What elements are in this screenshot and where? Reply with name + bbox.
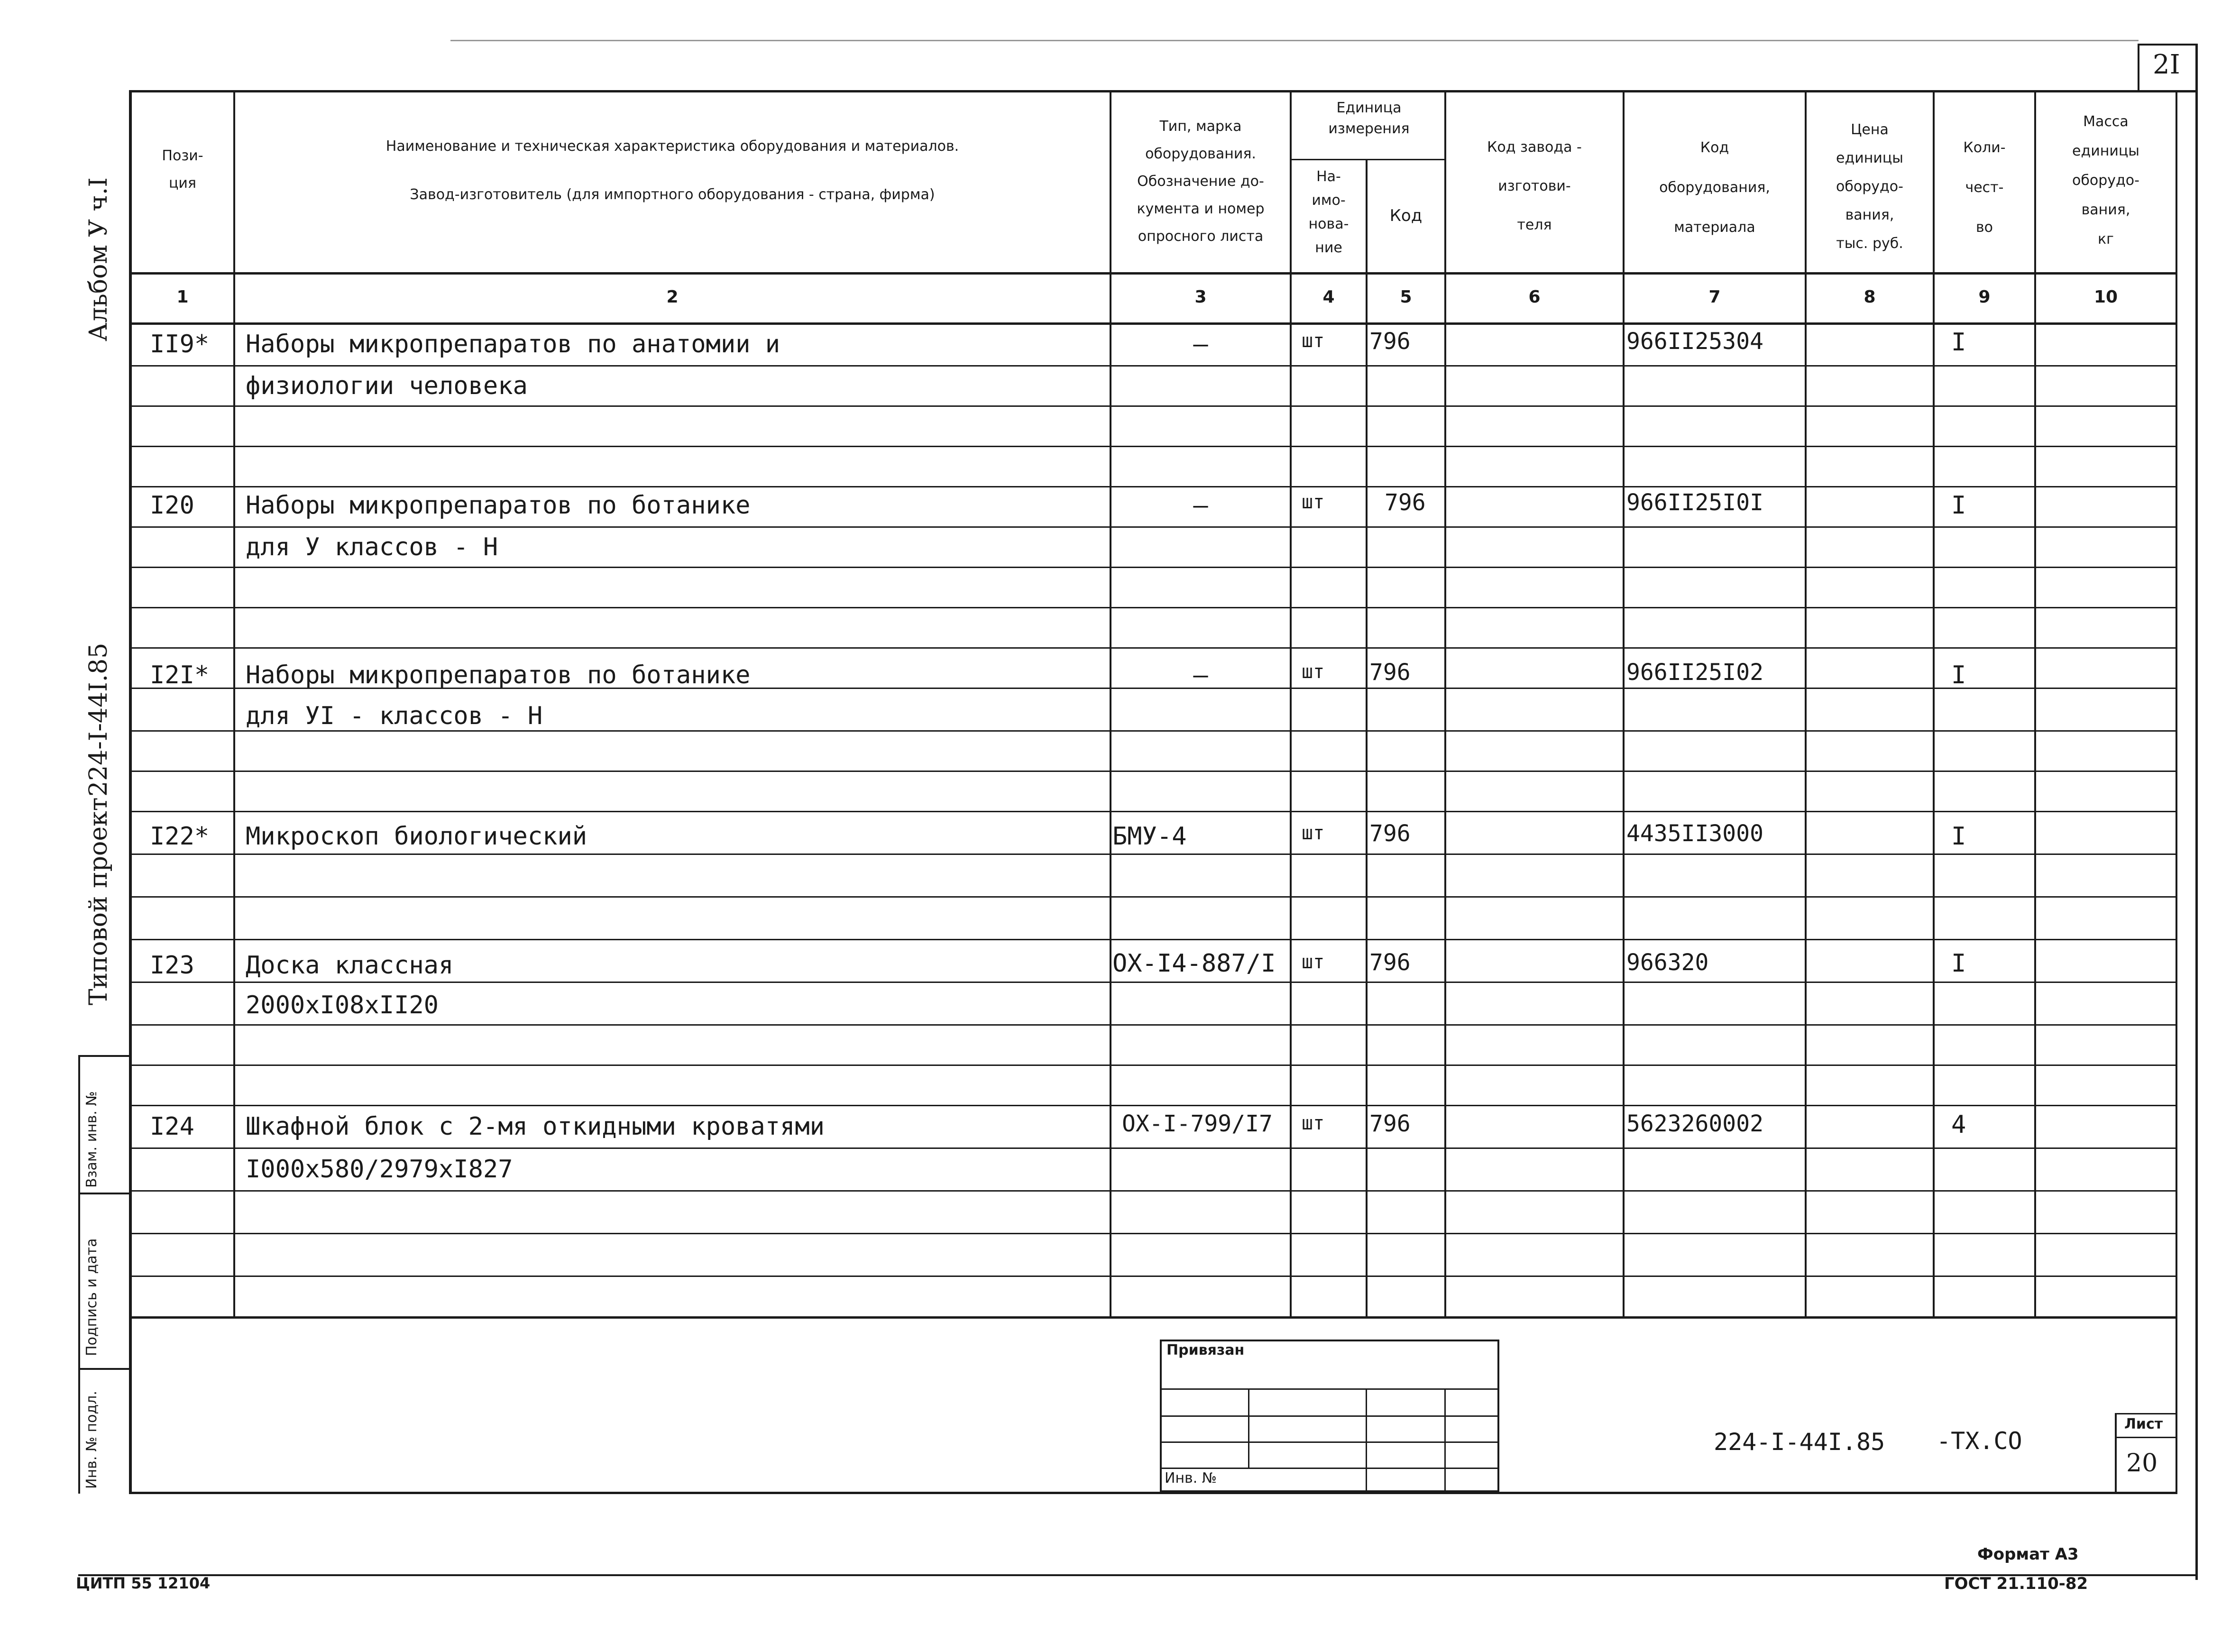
row-position: I2I*	[150, 661, 210, 689]
row-line	[129, 1065, 2177, 1066]
hdr-price: Цена единицы оборудо- вания, тыс. руб.	[1836, 121, 1903, 252]
row-position: I22*	[150, 822, 210, 851]
row-line	[129, 982, 2177, 983]
frame-top	[129, 90, 2197, 92]
hdr-equipment-code: Код оборудования, материала	[1659, 139, 1770, 236]
row-name: Наборы микропрепаратов по анатомии и	[246, 330, 780, 358]
inv-no-podl-label: Инв. № подл.	[83, 1391, 100, 1489]
row-name: Доска классная	[246, 951, 454, 980]
sheet-label: Лист	[2124, 1416, 2163, 1432]
gost-label: ГОСТ 21.110-82	[1944, 1574, 2088, 1593]
sheet-number: 20	[2126, 1449, 2158, 1478]
project-code-label: 224-I-44I.85	[84, 642, 113, 797]
row-equipment-code: 966II25I02	[1626, 659, 1763, 686]
row-quantity: I	[1951, 661, 1966, 689]
hdr-mass: Масса единицы оборудо- вания, кг	[2072, 113, 2139, 248]
col-num-6: 6	[1528, 287, 1541, 307]
stamp-line	[1160, 1415, 1499, 1417]
row-position: I23	[150, 951, 194, 980]
row-line	[129, 854, 2177, 855]
row-line	[129, 1147, 2177, 1149]
stamp-vline	[1444, 1388, 1446, 1492]
header-bottom	[129, 272, 2177, 275]
col-num-1: 1	[176, 287, 189, 307]
row-code: 796	[1369, 659, 1411, 686]
row-position: I24	[150, 1112, 194, 1141]
row-line	[129, 730, 2177, 732]
col-num-2: 2	[666, 287, 679, 307]
row-name: I000х580/2979хI827	[246, 1155, 513, 1184]
row-equipment-code: 5623260002	[1626, 1111, 1763, 1137]
side-strip-div2	[78, 1368, 130, 1370]
corner-box-top	[2138, 44, 2197, 46]
row-unit: шт	[1302, 951, 1325, 973]
stamp-vline	[1366, 1388, 1367, 1492]
row-line	[129, 939, 2177, 940]
stamp-line	[1160, 1441, 1499, 1443]
doc-suffix: -ТХ.СО	[1937, 1427, 2022, 1455]
sheet-box-left	[2115, 1413, 2117, 1494]
row-unit: шт	[1302, 1112, 1325, 1134]
row-line	[129, 567, 2177, 568]
row-quantity: I	[1951, 822, 1966, 851]
col-num-8: 8	[1864, 287, 1876, 307]
row-name: Шкафной блок с 2-мя откидными кроватями	[246, 1112, 825, 1141]
side-strip-div1	[78, 1193, 130, 1194]
row-equipment-code: 966320	[1626, 949, 1709, 976]
row-type: —	[1193, 330, 1208, 358]
row-line	[129, 1024, 2177, 1026]
row-quantity: 4	[1951, 1111, 1966, 1139]
hdr-unit-name: На- имо- нова- ние	[1308, 168, 1349, 256]
hdr-type: Тип, марка оборудования. Обозначение до- кумента и номер опросного листа	[1137, 118, 1265, 245]
page-corner-number: 2I	[2153, 49, 2180, 80]
row-name: физиологии человека	[246, 372, 528, 400]
row-quantity: I	[1951, 491, 1966, 520]
sheet-box-top	[2115, 1413, 2176, 1414]
row-line	[129, 526, 2177, 528]
format-label: Формат А3	[1977, 1545, 2079, 1564]
row-position: II9*	[150, 330, 210, 358]
row-code: 796	[1369, 328, 1411, 355]
row-name: для УI - классов - Н	[246, 702, 543, 730]
row-type: ОХ-I-799/I7	[1122, 1111, 1273, 1137]
row-unit: шт	[1302, 822, 1325, 844]
row-equipment-code: 966II25304	[1626, 328, 1763, 355]
col-num-7: 7	[1708, 287, 1721, 307]
row-line	[129, 1276, 2177, 1277]
stamp-vline	[1248, 1388, 1249, 1468]
row-code: 796	[1385, 489, 1426, 516]
row-type: —	[1193, 661, 1208, 689]
row-code: 796	[1369, 820, 1411, 847]
row-quantity: I	[1951, 949, 1966, 978]
unit-group-divider	[1290, 159, 1446, 160]
row-type: ОХ-I4-887/I	[1112, 949, 1276, 978]
album-label: Альбом У ч.I	[84, 177, 113, 341]
row-line	[129, 1233, 2177, 1234]
row-name: Наборы микропрепаратов по ботанике	[246, 491, 751, 520]
side-strip-top	[78, 1055, 130, 1057]
row-name: 2000хI08хII20	[246, 991, 439, 1019]
doc-code: 224-I-44I.85	[1714, 1428, 1885, 1456]
row-equipment-code: 4435II3000	[1626, 820, 1763, 847]
stamp-line	[1160, 1388, 1499, 1390]
col-num-9: 9	[1978, 287, 1991, 307]
stamp-inv-no-label: Инв. №	[1165, 1470, 1217, 1487]
frame-bottom	[129, 1492, 2177, 1494]
row-quantity: I	[1951, 328, 1966, 357]
vzam-inv-label: Взам. инв. №	[83, 1091, 100, 1188]
numbers-bottom	[129, 322, 2177, 325]
sign-date-label: Подпись и дата	[83, 1238, 100, 1356]
col-num-5: 5	[1400, 287, 1412, 307]
row-position: I20	[150, 491, 194, 520]
stamp-privyazan-label: Привязан	[1166, 1342, 1245, 1358]
row-line	[129, 811, 2177, 812]
row-line	[129, 771, 2177, 772]
row-type: БМУ-4	[1112, 822, 1187, 851]
row-type: —	[1193, 491, 1208, 520]
row-line	[129, 1190, 2177, 1192]
hdr-unit-group: Единица измерения	[1328, 100, 1410, 137]
col-num-10: 10	[2093, 287, 2118, 307]
row-line	[129, 405, 2177, 407]
row-unit: шт	[1302, 330, 1325, 352]
corner-box-left	[2138, 44, 2139, 92]
row-line	[129, 896, 2177, 898]
frame-right	[2195, 44, 2198, 1580]
hdr-unit-code: Код	[1389, 206, 1423, 225]
row-line	[129, 1105, 2177, 1106]
hdr-factory-code: Код завода - изготови- теля	[1487, 139, 1582, 233]
table-bottom	[129, 1316, 2177, 1319]
hdr-position: Пози- ция	[162, 147, 203, 192]
row-code: 796	[1369, 1111, 1411, 1137]
outer-bottom	[78, 1574, 2198, 1576]
sheet-box-mid	[2115, 1437, 2176, 1438]
stamp-line	[1160, 1468, 1499, 1469]
col-num-4: 4	[1322, 287, 1335, 307]
row-line	[129, 486, 2177, 487]
row-line	[129, 365, 2177, 367]
row-unit: шт	[1302, 491, 1325, 513]
side-strip-left	[78, 1055, 80, 1494]
project-type-label: Типовой проект	[84, 797, 113, 1005]
hdr-name: Наименование и техническая характеристика оборудования и материалов. Завод-изготовитель (для импортного оборудования - страна, фирма)	[386, 138, 959, 203]
hdr-quantity: Коли- чест- во	[1963, 139, 2006, 236]
row-code: 796	[1369, 949, 1411, 976]
row-name: Наборы микропрепаратов по ботанике	[246, 661, 751, 689]
row-line	[129, 647, 2177, 649]
row-name: для У классов - Н	[246, 533, 498, 561]
org-label: ЦИТП 55 12104	[76, 1574, 211, 1592]
col-line-4	[1366, 159, 1368, 1318]
row-equipment-code: 966II25I0I	[1626, 489, 1763, 516]
row-name: Микроскоп биологический	[246, 822, 588, 851]
table-right	[2176, 90, 2177, 1494]
col-num-3: 3	[1194, 287, 1207, 307]
row-line	[129, 607, 2177, 608]
row-unit: шт	[1302, 661, 1325, 683]
top-dash-line	[450, 40, 2139, 41]
row-line	[129, 446, 2177, 447]
